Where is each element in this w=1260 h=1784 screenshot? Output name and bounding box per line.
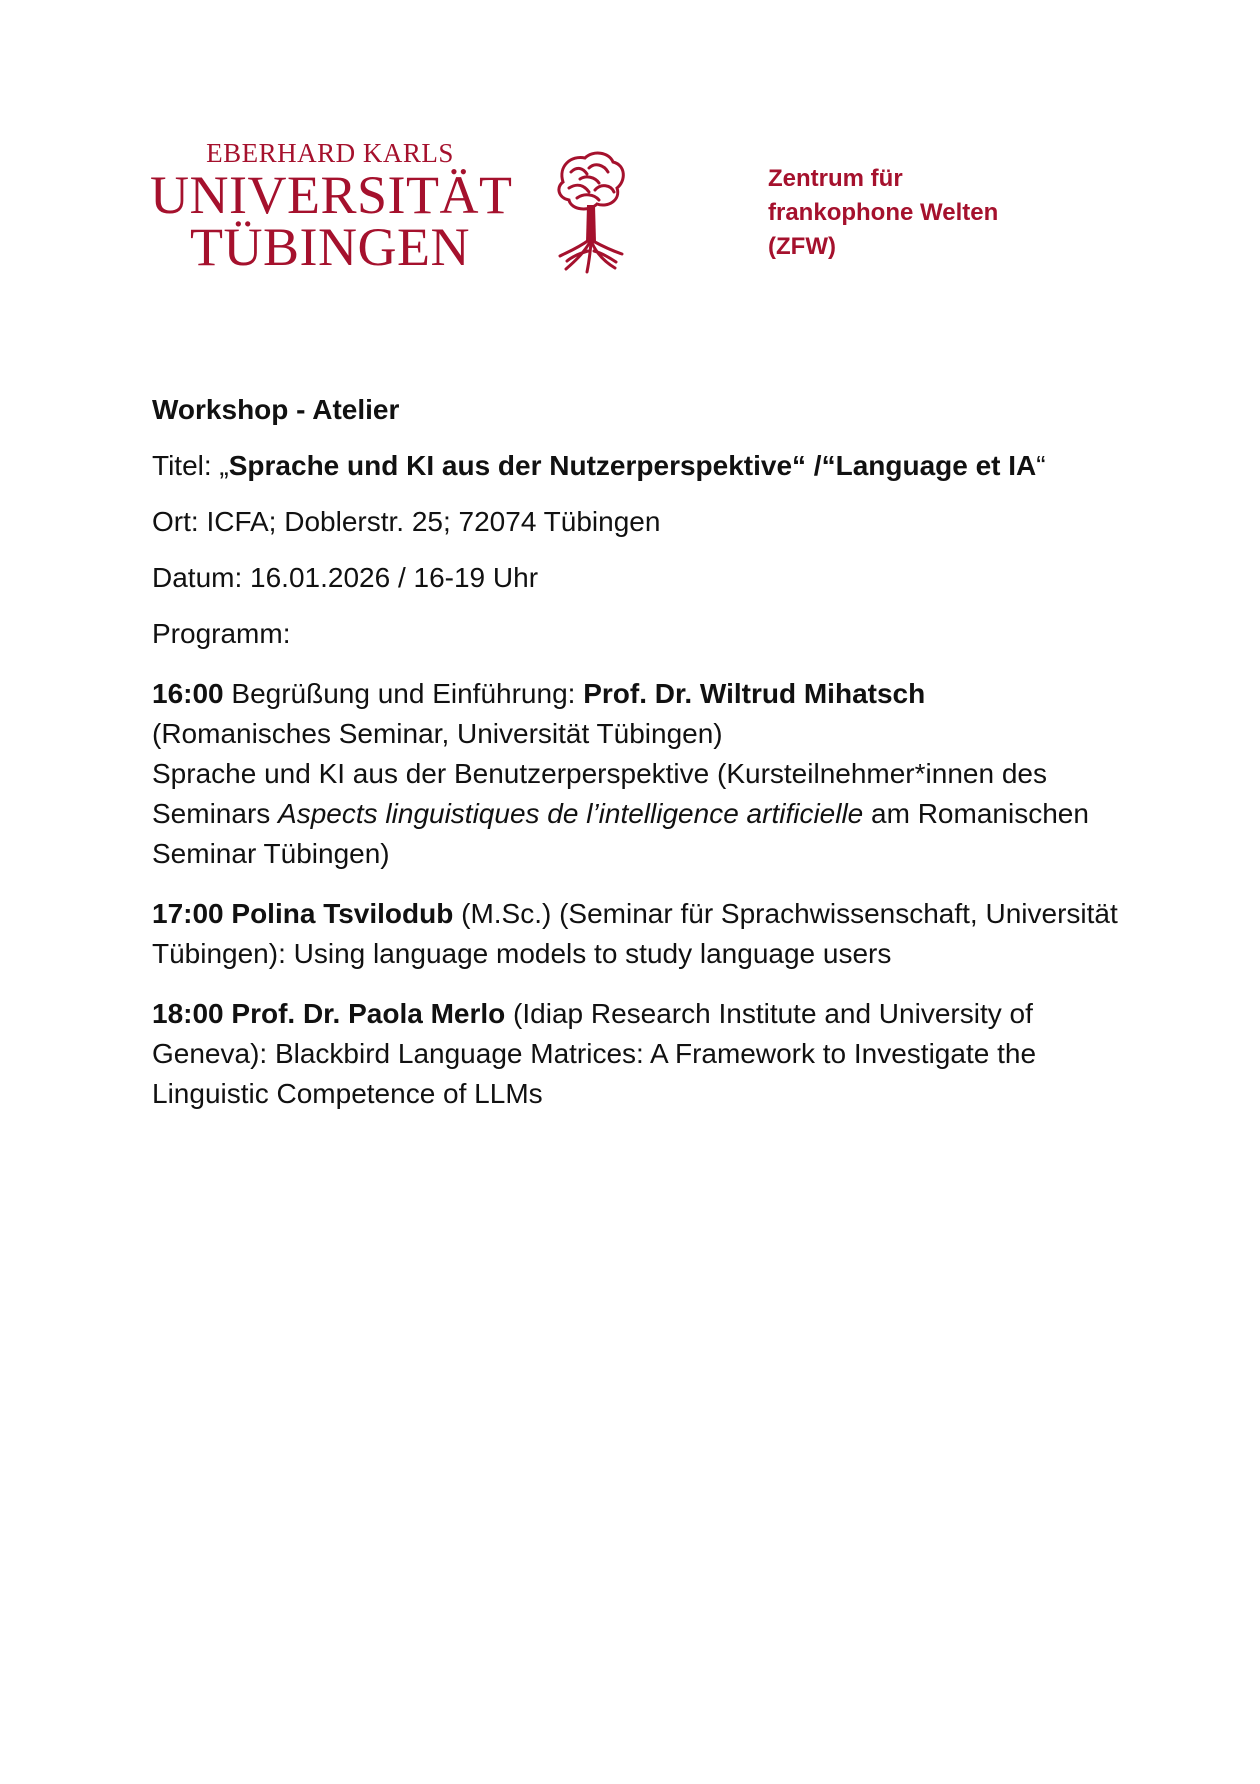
title-close-quote: “ (1036, 450, 1046, 481)
logo-line-tuebingen: TÜBINGEN (190, 217, 470, 277)
title-text: Sprache und KI aus der Nutzerperspektive“ /“Language et IA (228, 450, 1037, 481)
date-line: Datum: 16.01.2026 / 16-19 Uhr (152, 562, 539, 593)
logo-line-eberhard-karls: EBERHARD KARLS (206, 138, 454, 168)
program-intro: Begrüßung und Einführung: (223, 678, 584, 709)
program-speaker: Prof. Dr. Paola Merlo (231, 998, 506, 1029)
program-time: 17:00 (152, 898, 224, 929)
program-details: (Idiap Research Institute and University of Geneva): Blackbird Language Matrices: A Framework to Investigate the Linguistic Competence of LLMs (152, 998, 1037, 1109)
program-speaker: Prof. Dr. Wiltrud Mihatsch (583, 678, 926, 709)
program-affiliation: (Romanisches Seminar, Universität Tübingen) (152, 718, 723, 749)
title-open-quote: „ (219, 450, 229, 481)
center-title-zfw: Zentrum für frankophone Welten (ZFW) (768, 165, 999, 260)
title-line (152, 446, 1132, 486)
workshop-announcement (152, 390, 1132, 1134)
program-item-1800 (152, 994, 1132, 1114)
location-line: Ort: ICFA; Doblerstr. 25; 72074 Tübingen (152, 506, 661, 537)
document-header (0, 0, 1260, 300)
program-time: 16:00 (152, 678, 224, 709)
program-speaker: Polina Tsvilodub (231, 898, 454, 929)
tree-logo-icon (553, 150, 629, 274)
program-label: Programm: (152, 618, 291, 649)
program-time: 18:00 (152, 998, 224, 1029)
program-seminar-title: Aspects linguistiques de l’intelligence artificielle (278, 798, 864, 829)
logo-line-universitaet: UNIVERSITÄT (150, 165, 513, 225)
program-talk-text-end: am Romanischen Seminar Tübingen) (152, 798, 1089, 869)
university-logo-wordmark (150, 138, 513, 277)
program-details: (M.Sc.) (Seminar für Sprachwissenschaft, Universität Tübingen): Using language models to study language users (152, 898, 1118, 969)
title-label: Titel: (152, 450, 220, 481)
program-item-1600 (152, 674, 1132, 874)
program-item-1700 (152, 894, 1132, 974)
workshop-heading: Workshop - Atelier (152, 394, 400, 425)
program-talk-text: Sprache und KI aus der Benutzerperspektive (Kursteilnehmer*innen des Seminars (152, 758, 1047, 829)
